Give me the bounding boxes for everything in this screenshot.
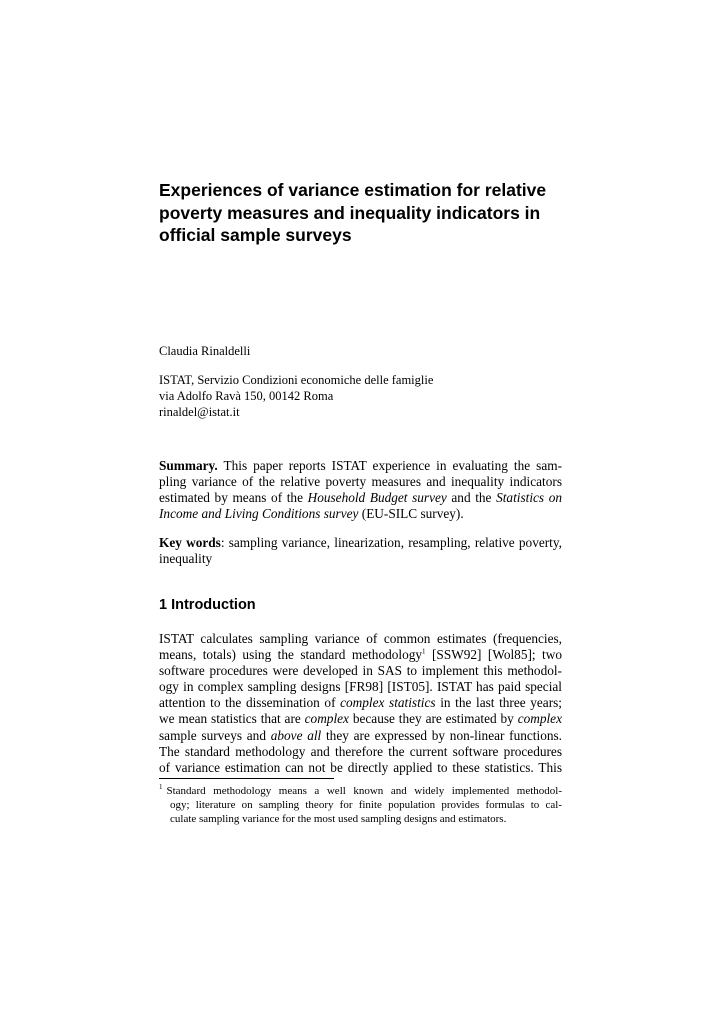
title-line: Experiences of variance estimation for relative bbox=[159, 180, 547, 200]
body-line: means, totals) using the standard methodology$^1$ [SSW92] [Wol85]; two bbox=[159, 647, 562, 663]
keywords-line: Key words: sampling variance, linearization, resampling, relative poverty, bbox=[159, 535, 562, 550]
body-line: The standard methodology and therefore the current software procedures bbox=[159, 743, 562, 759]
body-line: attention to the dissemination of complex statistics in the last three years; bbox=[159, 695, 563, 711]
footnote-divider bbox=[159, 778, 334, 779]
paper-title bbox=[159, 179, 579, 247]
body-line: sample surveys and above all they are expressed by non-linear functions. bbox=[159, 727, 562, 743]
summary-abstract bbox=[159, 458, 562, 522]
keywords bbox=[159, 535, 562, 567]
affiliation-email: rinaldel@istat.it bbox=[159, 405, 240, 419]
footnote-line: culate sampling variance for the most used sampling designs and estimators. bbox=[170, 813, 507, 826]
footnote-line: ogy; literature on sampling theory for finite population provides formulas to cal- bbox=[170, 799, 562, 812]
title-line: official sample surveys bbox=[159, 225, 352, 245]
summary-line: pling variance of the relative poverty measures and inequality indicators bbox=[159, 474, 562, 490]
body-line: ogy in complex sampling designs [FR98] [IST05]. ISTAT has paid special bbox=[159, 679, 562, 695]
affiliation-address: via Adolfo Ravà 150, 00142 Roma bbox=[159, 389, 334, 403]
body-line: of variance estimation can not be directly applied to these statistics. This bbox=[159, 759, 562, 775]
summary-line: Income and Living Conditions survey (EU-SILC survey). bbox=[159, 506, 464, 522]
summary-label: Summary. bbox=[159, 458, 218, 473]
section-heading: 1 Introduction bbox=[159, 597, 256, 613]
footnote-line: $^1$ Standard methodology means a well known and widely implemented methodol- bbox=[159, 783, 562, 797]
affiliation-institution: ISTAT, Servizio Condizioni economiche delle famiglie bbox=[159, 373, 434, 387]
summary-line: estimated by means of the Household Budget survey and the Statistics on bbox=[159, 490, 563, 506]
footnote bbox=[159, 784, 562, 827]
body-line: we mean statistics that are complex because they are estimated by complex bbox=[159, 711, 562, 727]
keywords-label: Key words bbox=[159, 535, 221, 550]
footnote-marker: 1 bbox=[159, 783, 163, 792]
keywords-line: inequality bbox=[159, 551, 213, 567]
title-line: poverty measures and inequality indicators in bbox=[159, 202, 541, 223]
body-line: ISTAT calculates sampling variance of common estimates (frequencies, bbox=[159, 631, 562, 646]
author-affiliation bbox=[159, 372, 433, 420]
summary-line: Summary. This paper reports ISTAT experience in evaluating the sam- bbox=[159, 458, 562, 473]
introduction-body bbox=[159, 631, 562, 776]
author-name: Claudia Rinaldelli bbox=[159, 344, 251, 358]
body-line: software procedures were developed in SAS to implement this methodol- bbox=[159, 663, 562, 679]
footnote-ref[interactable]: 1 bbox=[422, 647, 426, 656]
